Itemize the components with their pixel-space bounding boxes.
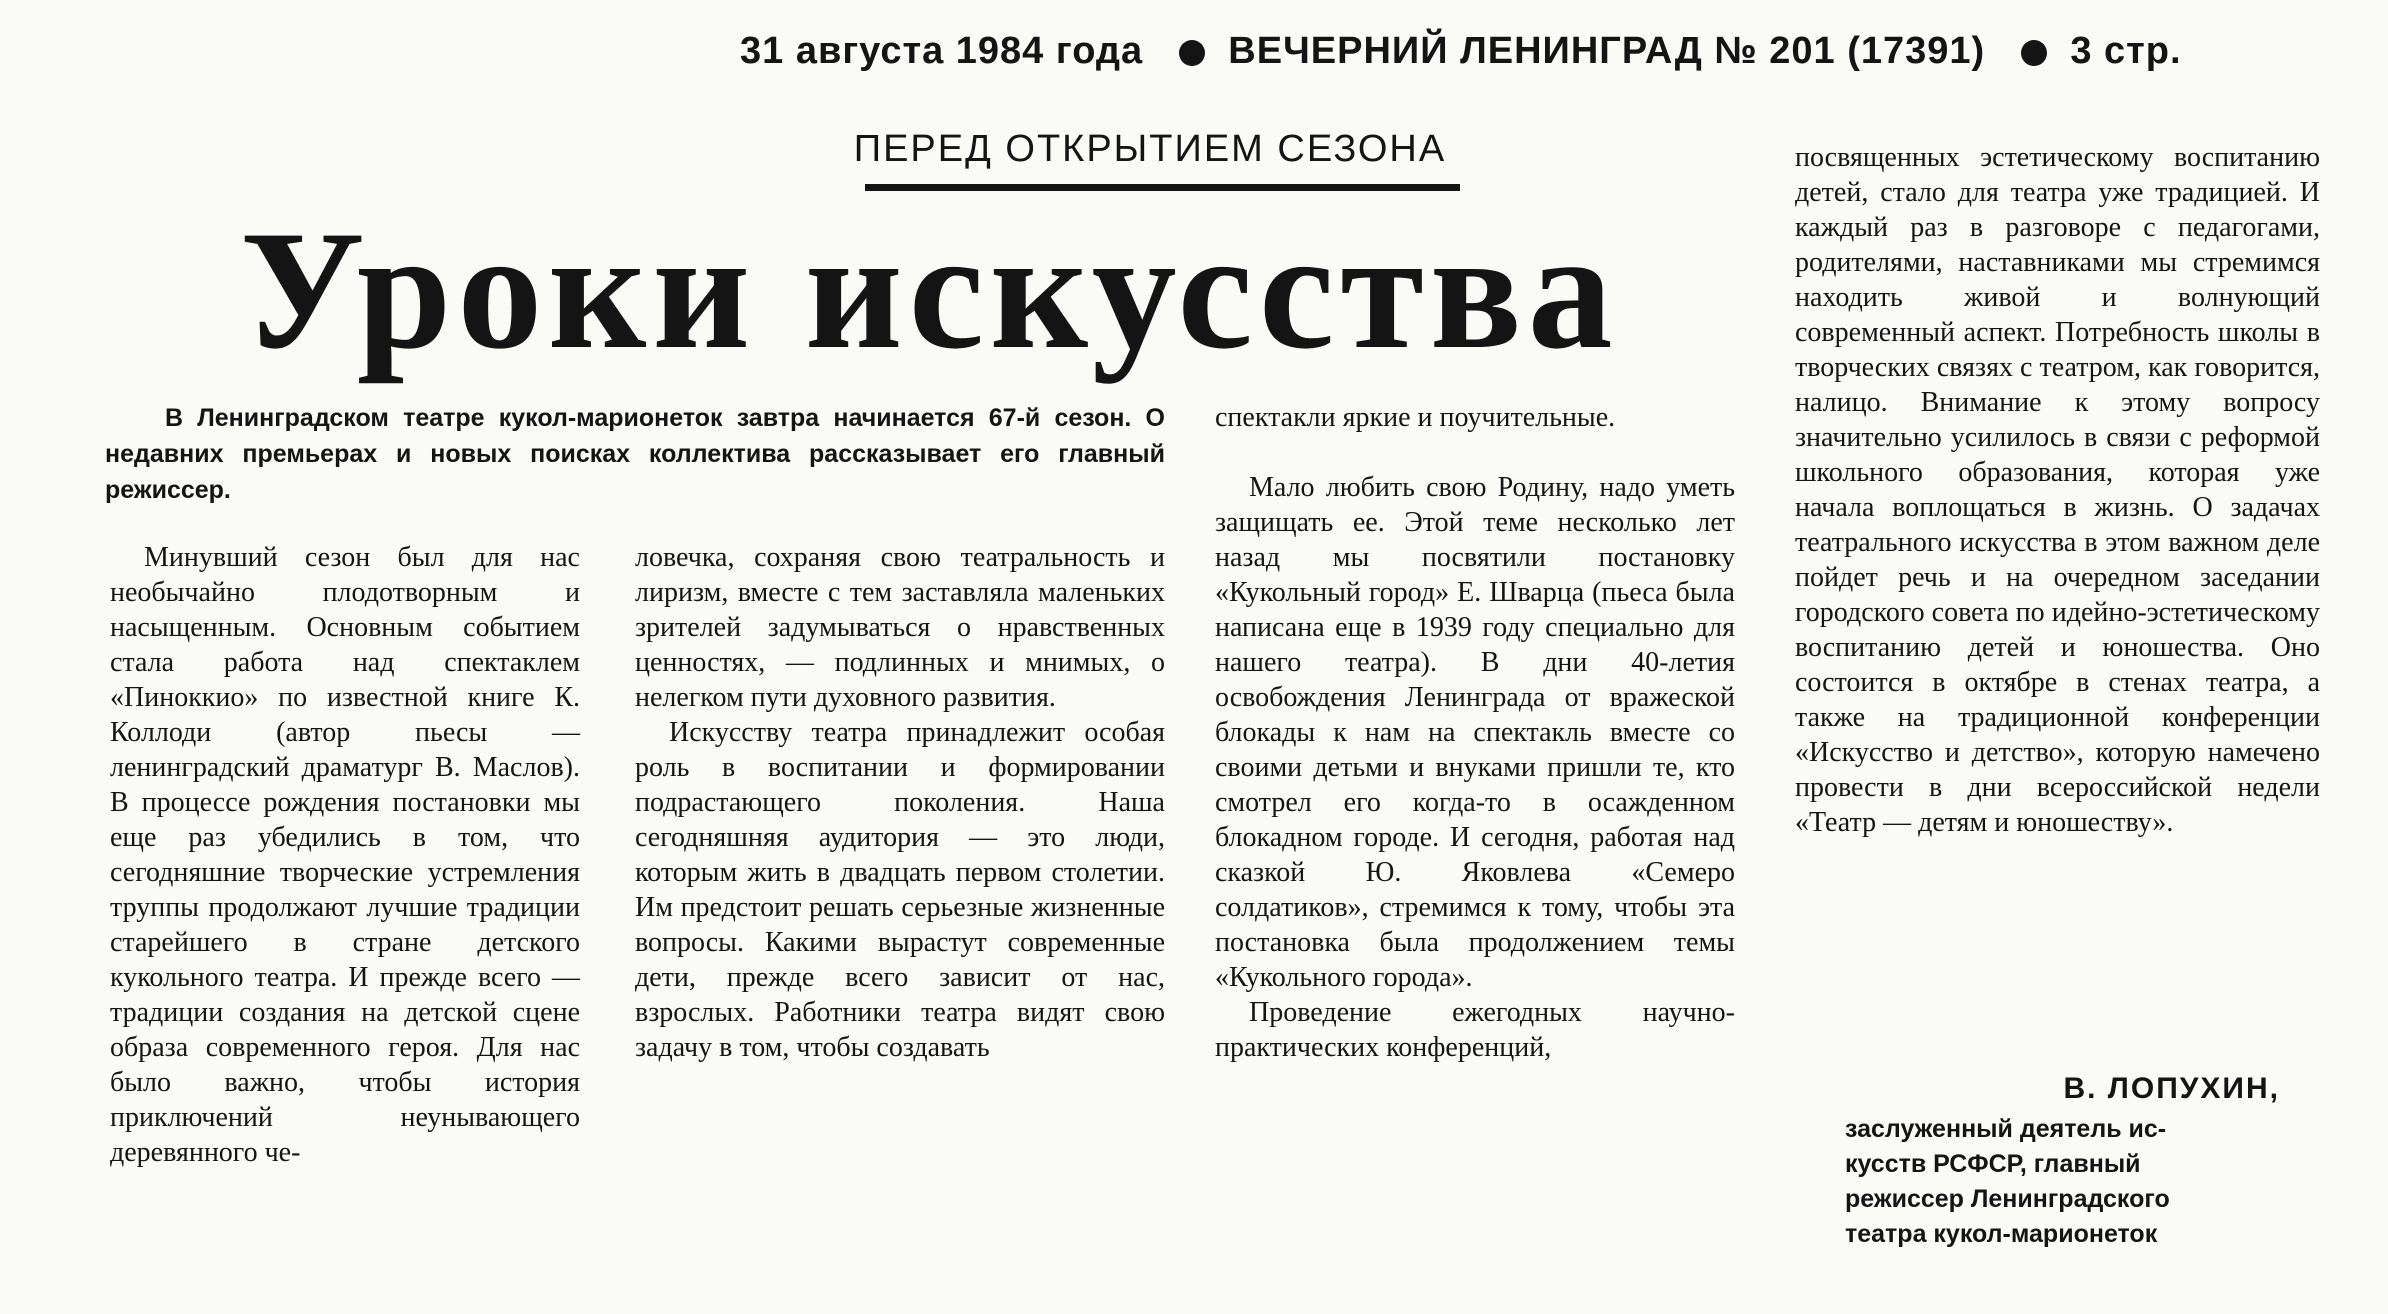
paragraph: посвященных эстетическому воспитанию детей, стало для театра уже традицией. И каждый раз в разговоре с педагогами, родителями, наставниками мы стремимся находить живой и волнующий современный аспект. Потребность школы в творческих связях с театром, как говорится, налицо. Внимание к этому вопросу значительно усилилось в связи с реформой школьного образования, которая уже начала воплощаться в жизнь. О задачах театрального искусства в этом важном деле пойдет речь и на очередном заседании городского совета по идейно-эстетическому воспитанию детей и юношества. Оно состоится в октябре в стенах театра, а также на традиционной конференции «Искусство и детство», которую намечено провести в дни всероссийской недели «Театр — детям и юношеству».: [1795, 142, 2320, 838]
author-name: В. ЛОПУХИН,: [2063, 1072, 2280, 1105]
author-title: [1845, 1112, 2265, 1252]
kicker-underline: [865, 184, 1460, 191]
masthead: [740, 30, 2280, 86]
issue-date: 31 августа 1984 года: [740, 30, 1144, 72]
paragraph: ловечка, сохраняя свою театральность и лиризм, вместе с тем заставляла маленьких зрителей задумываться о нравственных ценностях, — подлинных и мнимых, о нелегком пути духовного развития.: [635, 542, 1165, 713]
section-kicker: ПЕРЕД ОТКРЫТИЕМ СЕЗОНА: [853, 128, 1447, 170]
paragraph: Мало любить свою Родину, надо уметь защищать ее. Этой теме несколько лет назад мы посвятили постановку «Кукольный город» Е. Шварца (пьеса была написана еще в 1939 году специально для нашего театра). В дни 40-летия освобождения Ленинграда от вражеской блокады к нам на спектакль вместе со своими детьми и внуками пришли те, кто смотрел его когда-то в осажденном блокадном городе. И сегодня, работая над сказкой Ю. Яковлева «Семеро солдатиков», стремимся к тому, чтобы эта постановка была продолжением темы «Кукольного города».: [1215, 472, 1735, 993]
newspaper-name: ВЕЧЕРНИЙ ЛЕНИНГРАД № 201 (17391): [1228, 30, 1986, 72]
page-number: 3 стр.: [2070, 30, 2182, 72]
article-column-3-top: [1215, 400, 1735, 435]
paragraph: Минувший сезон был для нас необычайно плодотворным и насыщенным. Основным событием стала работа над спектаклем «Пиноккио» по известной книге К. Коллоди (автор пьесы — ленинградский драматург В. Маслов). В процессе рождения постановки мы еще раз убедились в том, что сегодняшние творческие устремления труппы продолжают лучшие традиции старейшего в стране детского кукольного театра. И прежде всего — традиции создания на детской сцене образа современного героя. Для нас было важно, чтобы история приключений неунывающего деревянного че-: [110, 542, 580, 1168]
article-lede: [105, 400, 1165, 508]
author-title-line: режиссер Ленинградского: [1845, 1185, 2170, 1213]
lede-text: В Ленинградском театре кукол-марионеток завтра начинается 67-й сезон. О недавних премьерах и новых поисках коллектива рассказывает его главный режиссер.: [105, 404, 1165, 504]
paragraph: Искусству театра принадлежит особая роль в воспитании и формировании подрастающего поколения. Наша сегодняшняя аудитория — это люди, которым жить в двадцать первом столетии. Им предстоит решать серьезные жизненные вопросы. Какими вырастут современные дети, прежде всего зависит от нас, взрослых. Работники театра видят свою задачу в том, чтобы создавать: [635, 717, 1165, 1063]
article-column-4: [1795, 140, 2320, 840]
bullet-icon: [2021, 40, 2047, 66]
article-column-3: [1215, 470, 1735, 1065]
bullet-icon: [1179, 40, 1205, 66]
author-title-line: кусств РСФСР, главный: [1845, 1150, 2141, 1178]
article-column-2: [635, 540, 1165, 1065]
article-column-1: [110, 540, 580, 1170]
author-title-line: заслуженный деятель ис-: [1845, 1115, 2167, 1143]
paragraph: Проведение ежегодных научно-практических конференций,: [1215, 997, 1735, 1063]
article-headline: Уроки искусства: [240, 196, 1619, 384]
author-title-line: театра кукол-марионеток: [1845, 1220, 2158, 1248]
paragraph: спектакли яркие и поучительные.: [1215, 402, 1616, 433]
